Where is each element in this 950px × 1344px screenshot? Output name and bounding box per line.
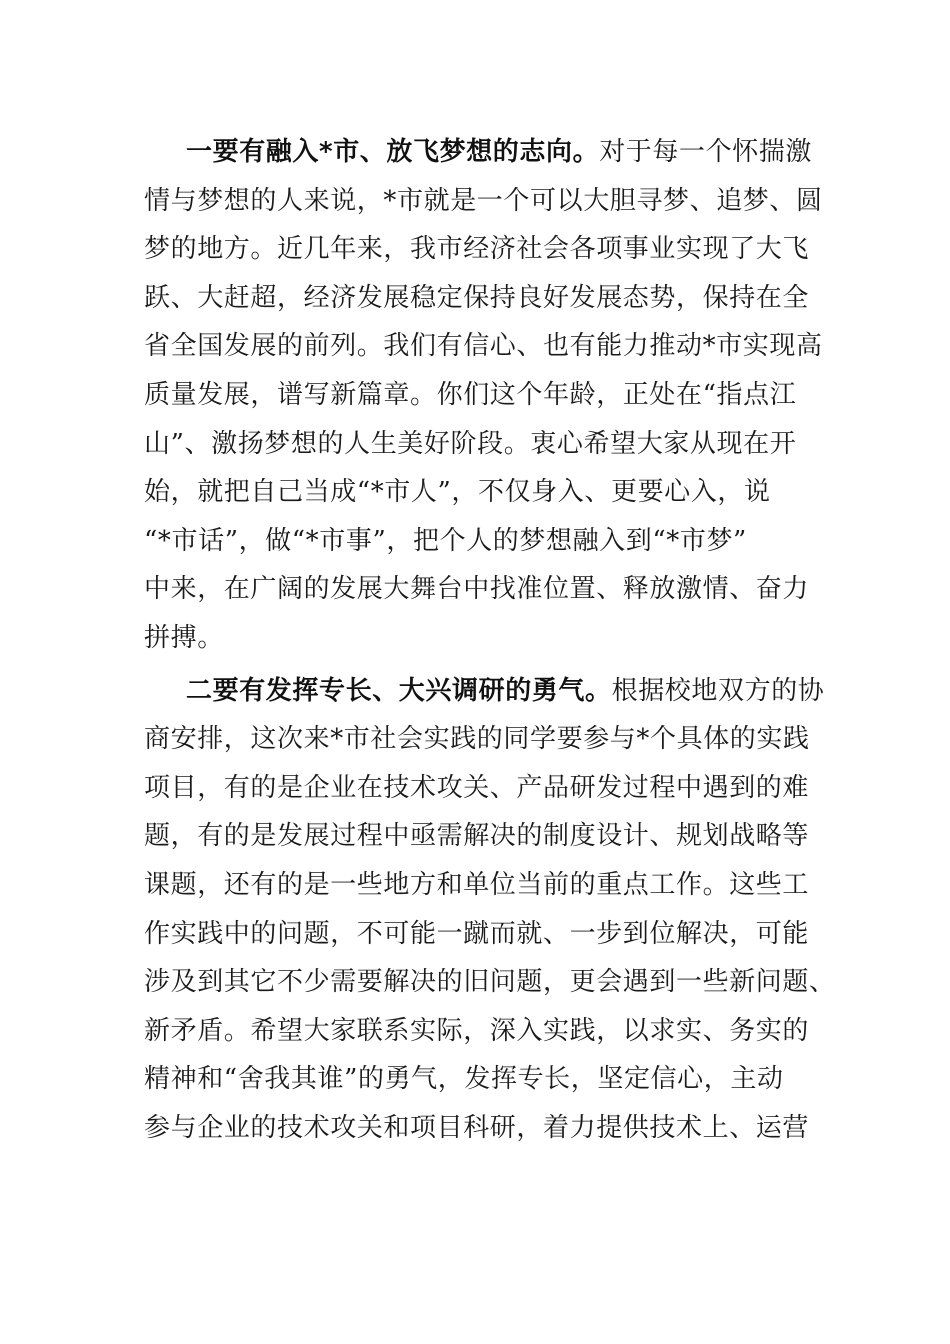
paragraph-1-line-1 (144, 128, 814, 177)
paragraph-1-line-9: “*市话”，做“*市事”，把个人的梦想融入到“*市梦” (144, 525, 747, 556)
paragraph-2-line-2: 商安排，这次来*市社会实践的同学要参与*个具体的实践 (144, 724, 810, 755)
paragraph-2-line-5: 课题，还有的是一些地方和单位当前的重点工作。这些工 (144, 869, 810, 900)
paragraph-1-line-7: 山”、激扬梦想的人生美好阶段。衷心希望大家从现在开 (144, 428, 797, 459)
paragraph-2-line-3: 项目，有的是企业在技术攻关、产品研发过程中遇到的难 (144, 772, 810, 803)
document-body (144, 128, 836, 1152)
paragraph-2-line-10: 参与企业的技术攻关和项目科研，着力提供技术上、运营 (144, 1112, 810, 1143)
paragraph-1-line-3: 梦的地方。近几年来，我市经济社会各项事业实现了大飞 (144, 234, 810, 265)
paragraph-1-line-2: 情与梦想的人来说，*市就是一个可以大胆寻梦、追梦、圆 (144, 185, 823, 216)
paragraph-2-line-9: 精神和“舍我其谁”的勇气，发挥专长，坚定信心，主动 (144, 1064, 784, 1095)
paragraph-1-line-10: 中来，在广阔的发展大舞台中找准位置、释放激情、奋力 (144, 574, 810, 605)
paragraph-1-line-6: 质量发展，谱写新篇章。你们这个年龄，正处在“指点江 (144, 379, 797, 410)
paragraph-1-line-8: 始，就把自己当成“*市人”，不仅身入、更要心入，说 (144, 477, 771, 508)
paragraph-2-line-7: 涉及到其它不少需要解决的旧问题，更会遇到一些新问题、 (144, 967, 836, 998)
paragraph-2-text: 根据校地双方的协 (611, 675, 825, 706)
paragraph-1-line-11: 拼搏。 (144, 622, 224, 653)
paragraph-1-line-4: 跃、大赶超，经济发展稳定保持良好发展态势，保持在全 (144, 282, 810, 313)
paragraph-2-line-4: 题，有的是发展过程中亟需解决的制度设计、规划战略等 (144, 821, 810, 852)
paragraph-2-line-8: 新矛盾。希望大家联系实际，深入实践，以求实、务实的 (144, 1015, 810, 1046)
paragraph-1-heading: 一要有融入*市、放飞梦想的志向。 (186, 137, 600, 167)
paragraph-2-line-1 (144, 667, 825, 716)
paragraph-2-heading: 二要有发挥专长、大兴调研的勇气。 (186, 675, 612, 706)
paragraph-2-line-6: 作实践中的问题，不可能一蹴而就、一步到位解决，可能 (144, 918, 810, 949)
paragraph-1-text: 对于每一个怀揣激 (599, 137, 813, 167)
paragraph-1-line-5: 省全国发展的前列。我们有信心、也有能力推动*市实现高 (144, 331, 823, 362)
